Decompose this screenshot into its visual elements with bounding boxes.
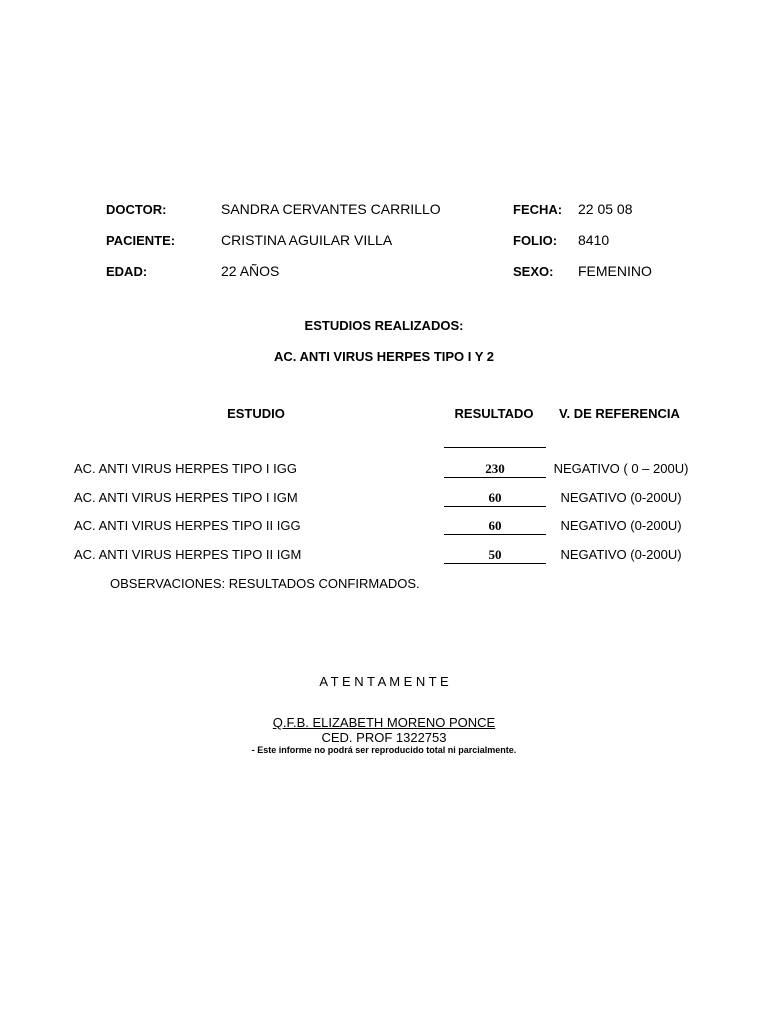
folio-label: FOLIO:: [513, 233, 558, 248]
sexo-value: FEMENINO: [578, 263, 652, 279]
fecha-value: 22 05 08: [578, 201, 633, 217]
row-resultado: 60: [444, 518, 546, 535]
row-estudio: AC. ANTI VIRUS HERPES TIPO I IGM: [74, 490, 298, 505]
result-top-rule: [444, 447, 546, 448]
studies-subtitle: AC. ANTI VIRUS HERPES TIPO I Y 2: [273, 349, 495, 364]
observaciones: OBSERVACIONES: RESULTADOS CONFIRMADOS.: [110, 576, 420, 591]
doctor-label: DOCTOR:: [106, 202, 167, 217]
row-referencia: NEGATIVO (0-200U): [560, 518, 682, 533]
row-resultado: 230: [444, 461, 546, 478]
paciente-value: CRISTINA AGUILAR VILLA: [221, 232, 393, 248]
row-resultado: 50: [444, 547, 546, 564]
row-estudio: AC. ANTI VIRUS HERPES TIPO I IGG: [74, 461, 297, 476]
disclaimer-note: - Este informe no podrá ser reproducido total ni parcialmente.: [251, 745, 517, 755]
column-header-referencia: V. DE REFERENCIA: [559, 406, 680, 421]
row-referencia: NEGATIVO ( 0 – 200U): [553, 461, 689, 476]
edad-label: EDAD:: [106, 264, 148, 279]
row-referencia: NEGATIVO (0-200U): [560, 490, 682, 505]
column-header-resultado: RESULTADO: [454, 406, 534, 421]
cedula: CED. PROF 1322753: [321, 730, 447, 745]
paciente-label: PACIENTE:: [106, 233, 176, 248]
folio-value: 8410: [578, 232, 610, 248]
row-estudio: AC. ANTI VIRUS HERPES TIPO II IGM: [74, 547, 302, 562]
signer-name: Q.F.B. ELIZABETH MORENO PONCE: [272, 715, 496, 730]
row-estudio: AC. ANTI VIRUS HERPES TIPO II IGG: [74, 518, 301, 533]
atentamente: A T E N T A M E N T E: [319, 674, 449, 689]
doctor-value: SANDRA CERVANTES CARRILLO: [221, 201, 441, 217]
studies-title: ESTUDIOS REALIZADOS:: [304, 318, 464, 333]
row-referencia: NEGATIVO (0-200U): [560, 547, 682, 562]
column-header-estudio: ESTUDIO: [227, 406, 285, 421]
sexo-label: SEXO:: [513, 264, 554, 279]
row-resultado: 60: [444, 490, 546, 507]
edad-value: 22 AÑOS: [221, 263, 280, 279]
fecha-label: FECHA:: [513, 202, 563, 217]
